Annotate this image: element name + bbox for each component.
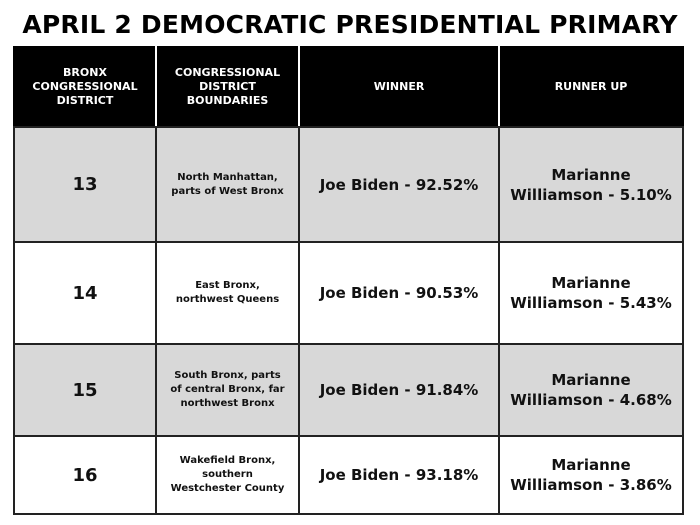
header-winner: WINNER xyxy=(299,47,499,127)
boundaries-line: South Bronx, parts xyxy=(174,370,281,381)
header-district-line: CONGRESSIONAL xyxy=(32,80,138,93)
header-district-line: BRONX xyxy=(63,66,107,79)
table-row xyxy=(14,436,683,514)
winner-cell: Joe Biden - 91.84% xyxy=(299,344,499,436)
boundaries-line: parts of West Bronx xyxy=(171,185,284,197)
header-district xyxy=(14,47,156,127)
header-boundaries-line: DISTRICT xyxy=(199,80,256,93)
boundaries-cell xyxy=(156,242,299,344)
header-boundaries xyxy=(156,47,299,127)
boundaries-cell xyxy=(156,344,299,436)
table-row xyxy=(14,242,683,344)
runner-up-line: Marianne xyxy=(551,456,631,474)
boundaries-line: northwest Bronx xyxy=(180,398,275,409)
page-title: APRIL 2 DEMOCRATIC PRESIDENTIAL PRIMARY xyxy=(22,10,678,39)
runner-up-line: Williamson - 5.10% xyxy=(510,185,672,204)
runner-up-line: Marianne xyxy=(551,165,631,184)
runner-up-cell xyxy=(499,436,683,514)
winner-cell: Joe Biden - 92.52% xyxy=(299,127,499,242)
results-table xyxy=(13,46,684,515)
boundaries-cell xyxy=(156,127,299,242)
district-cell: 16 xyxy=(14,436,156,514)
header-boundaries-line: CONGRESSIONAL xyxy=(174,66,281,79)
runner-up-line: Williamson - 5.43% xyxy=(510,294,672,312)
runner-up-line: Williamson - 3.86% xyxy=(510,476,672,494)
boundaries-line: Wakefield Bronx, xyxy=(179,455,276,466)
runner-up-cell xyxy=(499,242,683,344)
boundaries-line: North Manhattan, xyxy=(177,171,278,183)
table-row xyxy=(14,127,683,242)
runner-up-line: Marianne xyxy=(551,274,631,292)
runner-up-line: Williamson - 4.68% xyxy=(510,391,672,409)
table-row xyxy=(14,344,683,436)
header-row xyxy=(14,47,683,127)
district-cell: 15 xyxy=(14,344,156,436)
boundaries-line: Westchester County xyxy=(170,483,285,494)
winner-cell: Joe Biden - 93.18% xyxy=(299,436,499,514)
runner-up-cell xyxy=(499,344,683,436)
header-district-line: DISTRICT xyxy=(56,94,114,107)
runner-up-line: Marianne xyxy=(551,371,631,389)
boundaries-line: northwest Queens xyxy=(175,294,280,305)
header-boundaries-line: BOUNDARIES xyxy=(186,94,269,107)
district-cell: 14 xyxy=(14,242,156,344)
boundaries-line: East Bronx, xyxy=(195,280,260,291)
winner-cell: Joe Biden - 90.53% xyxy=(299,242,499,344)
boundaries-cell xyxy=(156,436,299,514)
header-runner-up: RUNNER UP xyxy=(499,47,683,127)
runner-up-cell xyxy=(499,127,683,242)
boundaries-line: of central Bronx, far xyxy=(170,384,285,395)
district-cell: 13 xyxy=(14,127,156,242)
boundaries-line: southern xyxy=(202,469,253,480)
